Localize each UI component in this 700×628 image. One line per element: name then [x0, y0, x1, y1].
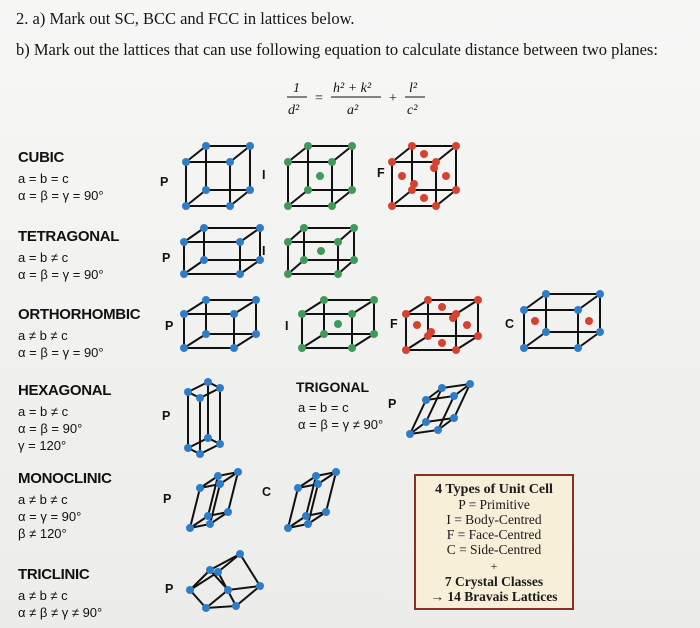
system-name-trigonal: TRIGONAL — [296, 379, 370, 395]
system-name-monoclinic: MONOCLINIC — [18, 470, 112, 487]
cubic-primitive-lattice — [180, 140, 260, 210]
trigonal-prop-edges: a = b = c — [298, 400, 349, 415]
hexagonal-prop-gamma: γ = 120° — [18, 438, 67, 453]
svg-text:1: 1 — [293, 81, 300, 96]
monoclinic-prop-angles: α = γ = 90° — [18, 509, 82, 524]
label-monoclinic-c: C — [262, 485, 272, 499]
question-b: b) Mark out the lattices that can use following equation to calculate distance between two planes: — [16, 40, 658, 59]
triclinic-prop-angles: α ≠ β ≠ γ ≠ 90° — [18, 605, 103, 620]
triclinic-primitive-lattice — [184, 548, 274, 614]
label-monoclinic-p: P — [163, 492, 172, 506]
label-tetragonal-i: I — [262, 244, 266, 258]
legend-crystal-classes: 7 Crystal Classes — [444, 574, 544, 589]
system-name-tetragonal: TETRAGONAL — [18, 228, 120, 245]
label-cubic-p: P — [160, 175, 169, 189]
legend-bravais-lattices: → 14 Bravais Lattices — [430, 589, 558, 604]
monoclinic-prop-edges: a ≠ b ≠ c — [18, 492, 68, 507]
cubic-prop-angles: α = β = γ = 90° — [18, 188, 104, 203]
label-trigonal-p: P — [388, 397, 397, 411]
label-ortho-i: I — [285, 319, 289, 333]
label-cubic-i: I — [262, 168, 266, 182]
svg-text:h² + k²: h² + k² — [333, 81, 372, 96]
svg-text:a²: a² — [347, 103, 359, 118]
cubic-face-centred-lattice — [386, 140, 466, 210]
tetragonal-prop-edges: a = b ≠ c — [18, 250, 69, 265]
system-name-cubic: CUBIC — [18, 149, 64, 166]
monoclinic-primitive-lattice — [184, 466, 248, 536]
cubic-prop-edges: a = b = c — [18, 171, 69, 186]
tetragonal-prop-angles: α = β = γ = 90° — [18, 267, 104, 282]
hexagonal-prop-edges: a = b ≠ c — [18, 404, 69, 419]
orthorhombic-prop-edges: a ≠ b ≠ c — [18, 328, 68, 343]
label-tetragonal-p: P — [162, 251, 171, 265]
trigonal-primitive-lattice — [404, 378, 478, 440]
orthorhombic-body-centred-lattice — [296, 294, 382, 354]
interplanar-distance-equation — [285, 76, 445, 126]
label-ortho-f: F — [390, 317, 398, 331]
unit-cell-legend — [414, 474, 574, 610]
label-triclinic-p: P — [165, 582, 174, 596]
orthorhombic-prop-angles: α = β = γ = 90° — [18, 345, 104, 360]
legend-title: 4 Types of Unit Cell — [435, 482, 553, 497]
tetragonal-primitive-lattice — [178, 222, 270, 280]
label-ortho-p: P — [165, 319, 174, 333]
legend-body-centred: I = Body-Centred — [446, 512, 542, 527]
legend-plus: + — [490, 559, 498, 573]
svg-text:c²: c² — [407, 103, 418, 118]
monoclinic-prop-beta: β ≠ 120° — [18, 526, 67, 541]
svg-text:l²: l² — [409, 81, 418, 96]
label-ortho-c: C — [505, 317, 515, 331]
svg-text:d²: d² — [288, 103, 300, 118]
svg-text:=: = — [315, 91, 323, 106]
cubic-body-centred-lattice — [282, 140, 362, 210]
trigonal-prop-angles: α = β = γ ≠ 90° — [298, 417, 384, 432]
triclinic-prop-edges: a ≠ b ≠ c — [18, 588, 68, 603]
system-name-triclinic: TRICLINIC — [18, 566, 90, 583]
legend-primitive: P = Primitive — [458, 497, 530, 512]
label-cubic-f: F — [377, 166, 385, 180]
monoclinic-side-centred-lattice — [282, 466, 348, 536]
hexagonal-primitive-lattice — [182, 376, 228, 462]
question-a: 2. a) Mark out SC, BCC and FCC in lattices below. — [16, 9, 355, 28]
orthorhombic-side-centred-lattice — [518, 288, 608, 354]
legend-face-centred: F = Face-Centred — [446, 527, 542, 542]
svg-text:+: + — [389, 91, 397, 106]
orthorhombic-primitive-lattice — [178, 294, 264, 354]
system-name-hexagonal: HEXAGONAL — [18, 382, 112, 399]
legend-side-centred: C = Side-Centred — [446, 542, 542, 557]
tetragonal-body-centred-lattice — [282, 222, 362, 280]
system-name-orthorhombic: ORTHORHOMBIC — [18, 306, 141, 323]
orthorhombic-face-centred-lattice — [400, 294, 486, 356]
hexagonal-prop-angles: α = β = 90° — [18, 421, 83, 436]
label-hexagonal-p: P — [162, 409, 171, 423]
